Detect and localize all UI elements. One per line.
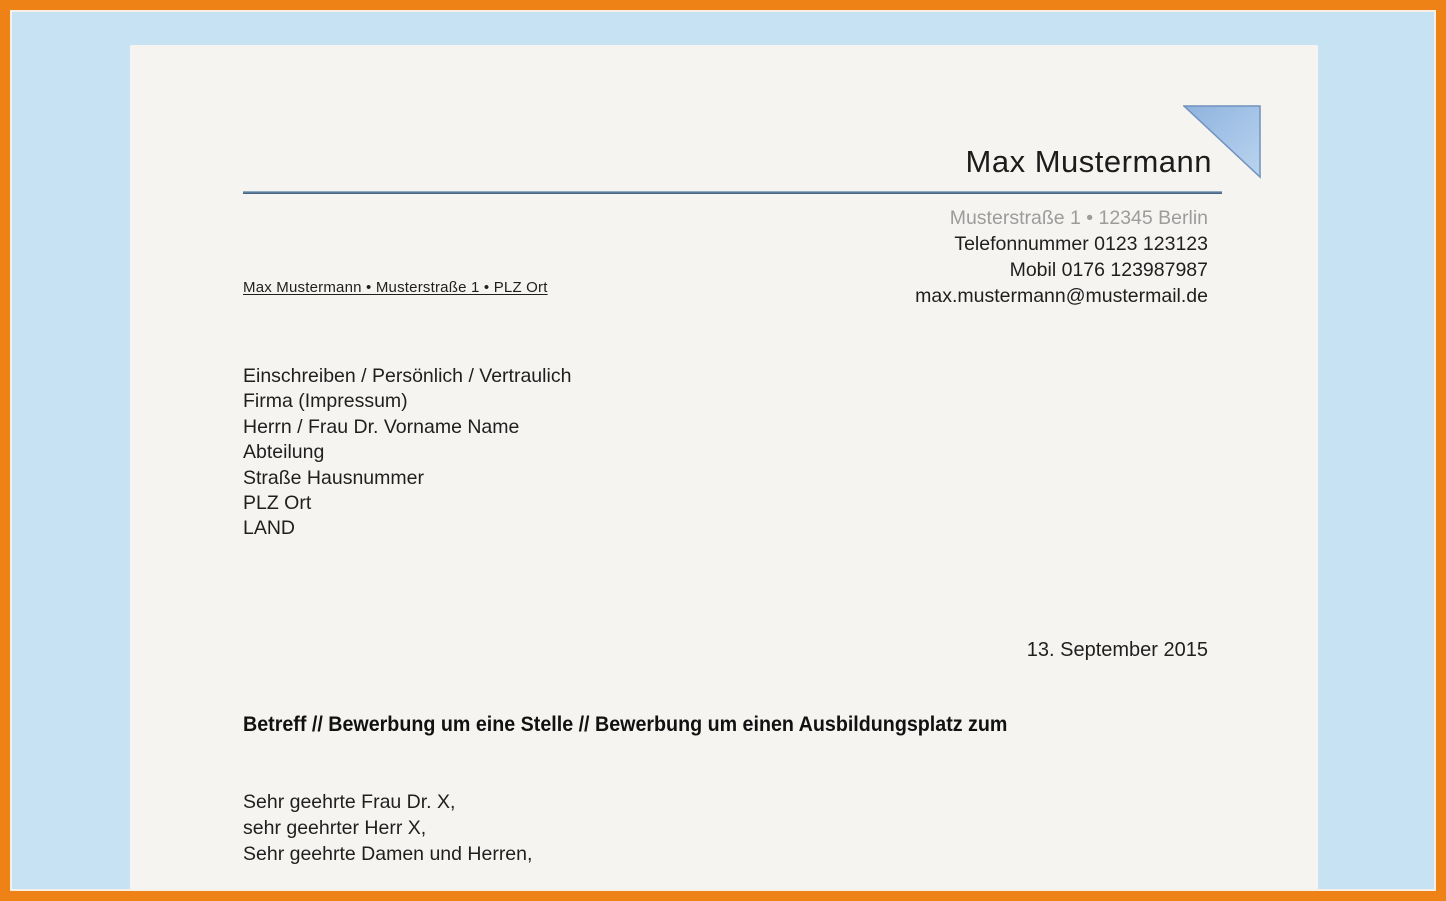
recipient-line-company: Firma (Impressum) [243, 390, 408, 413]
page-background [10, 10, 1436, 891]
recipient-address-block [243, 364, 571, 542]
recipient-line-person: Herrn / Frau Dr. Vorname Name [243, 415, 520, 438]
salutation-block [243, 789, 532, 867]
return-address-line: Max Mustermann • Musterstraße 1 • PLZ Ort [243, 279, 548, 296]
date-line: 13. September 2015 [1026, 639, 1208, 661]
header-rule-line [243, 191, 1222, 194]
recipient-line-department: Abteilung [243, 441, 325, 464]
mobile-line: Mobil 0176 123987987 [1009, 259, 1208, 281]
email-line: max.mustermann@mustermail.de [915, 285, 1208, 307]
letter-document [130, 45, 1318, 889]
recipient-line-country: LAND [243, 517, 296, 540]
subject-line: Betreff // Bewerbung um eine Stelle // Bewerbung um einen Ausbildungsplatz zum [243, 712, 1008, 736]
salutation-line-damen-herren: Sehr geehrte Damen und Herren, [243, 843, 533, 865]
recipient-line-city: PLZ Ort [243, 492, 312, 515]
recipient-line-delivery: Einschreiben / Persönlich / Vertraulich [243, 365, 572, 387]
salutation-line-frau: Sehr geehrte Frau Dr. X, [243, 791, 456, 813]
sender-address-line: Musterstraße 1 • 12345 Berlin [949, 207, 1208, 229]
salutation-line-herr: sehr geehrter Herr X, [243, 817, 427, 839]
sender-name-heading: Max Mustermann [965, 144, 1212, 179]
recipient-line-street: Straße Hausnummer [243, 466, 424, 489]
phone-line: Telefonnummer 0123 123123 [954, 233, 1208, 255]
contact-info-block [915, 205, 1208, 309]
